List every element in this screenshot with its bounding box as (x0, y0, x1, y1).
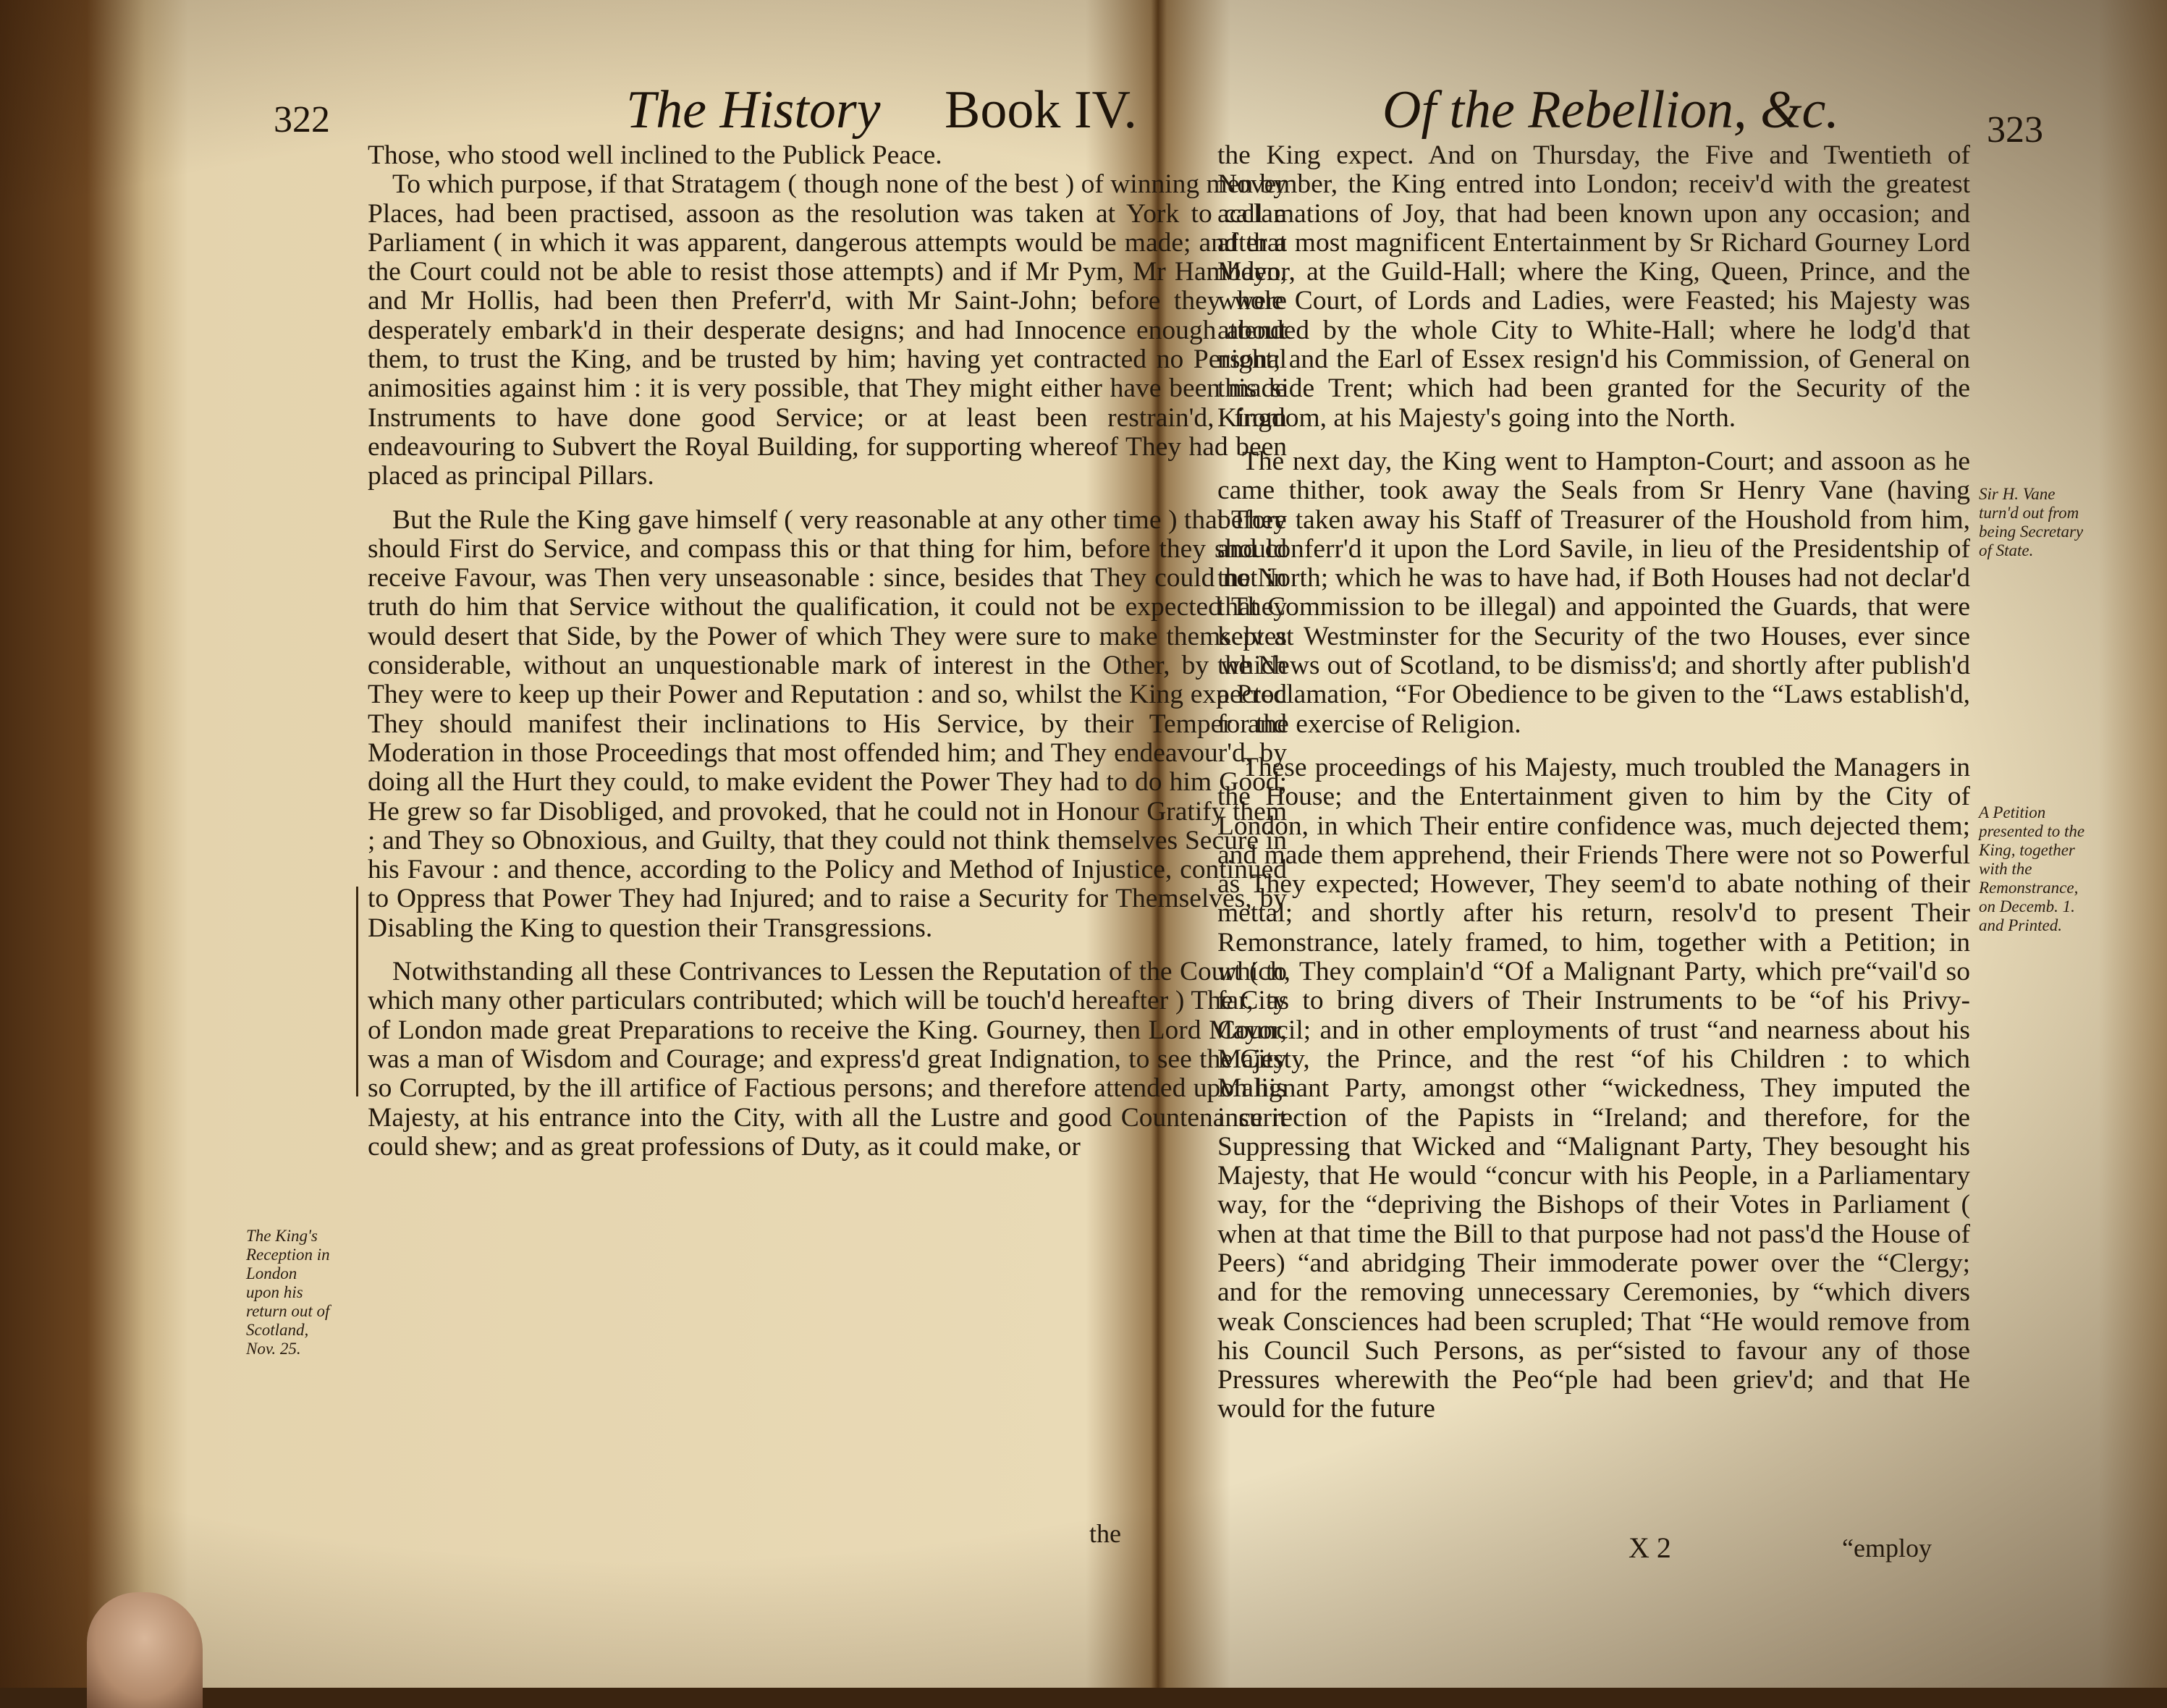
catchword: the (1089, 1519, 1121, 1548)
margin-note-vane: Sir H. Vane turn'd out from being Secretary of State. (1979, 485, 2084, 559)
page-number: 323 (1987, 109, 2043, 151)
paragraph: But the Rule the King gave himself ( very reasonable at any other time ) that They should First do Service, and compass this or that thing for him, before they should receive Favour, was Then very unseasonable : since, besides that They could not in truth do him that Service without the qualification, it could not be expected They would desert that Side, by the Power of which They were sure to make themselves considerable, without an unquestionable mark of interest in the Other, by which They were to keep up their Power and Reputation : and so, whilst the King expected They should manifest their inclinations to His Service, by their Temper and Moderation in those Proceedings that most offended him; and They endeavour'd, by doing all the Hurt they could, to make evident the Power They had to do him Good; He grew so far Disobliged, and provoked, that he could not in Honour Gratify them ; and They so Obnoxious, and Guilty, that they could not think themselves Secure in his Favour : and thence, according to the Policy and Method of Injustice, continued to Oppress that Power They had Injured; and to raise a Security for Themselves, by Disabling the King to question their Transgressions. (368, 504, 1287, 943)
paragraph: Notwithstanding all these Contrivances to Lessen the Reputation of the Court ( to which many other particulars contributed; which will be touch'd hereafter ) The City of London made great Preparations to receive the King. Gourney, then Lord Mayor, was a man of Wisdom and Courage; and express'd great Indignation, to see the City so Corrupted, by the ill artifice of Factious persons; and therefore attended upon his Majesty, at his entrance into the City, with all the Lustre and good Countenance it could shew; and as great professions of Duty, as it could make, or (368, 957, 1287, 1162)
paragraph: Those, who stood well inclined to the Publick Peace. (368, 140, 942, 170)
book-label: Book IV. (945, 80, 1137, 140)
running-title: Of the Rebellion, &c. (1382, 80, 1839, 140)
left-page (145, 0, 1287, 1688)
left-body-text (368, 141, 1287, 1162)
paragraph: To which purpose, if that Stratagem ( though none of the best ) of winning men by Places, had been practised, assoon as the resolution was taken at York to call a Parliament ( in which it was apparent, dangerous attempts would be made; and that the Court could not be able to resist those attempts) and if Mr Pym, Mr Hambden, and Mr Hollis, had been then Preferr'd, with Mr Saint-John; before they were desperately embark'd in their desperate designs; and had Innocence enough about them, to trust the King, and be trusted by him; having yet contracted no Personal animosities against him : it is very possible, that They might either have been made Instruments to have done good Service; or at least been restrain'd, from endeavouring to Subvert the Royal Building, for supporting whereof They had been placed as principal Pillars. (368, 169, 1287, 491)
paragraph: These proceedings of his Majesty, much troubled the Managers in the House; and the Entertainment given to him by the City of London, in which Their entire confidence was, much dejected them; and made them apprehend, their Friends There were not so Powerful as They expected; However, They seem'd to abate nothing of their mettal; and shortly after his return, resolv'd to present Their Remonstrance, lately framed, to him, together with a Petition; in which, They complain'd “Of a Malignant Party, which pre“vail'd so far, as to bring divers of Their Instruments to be “of his Privy-Council; and in other employments of trust “and nearness about his Majesty, the Prince, and the rest “of his Children : to which Malignant Party, amongst other “wickedness, They imputed the insurrection of the Papists in “Ireland; and therefore, for the Suppressing that Wicked and “Malignant Party, They besought his Majesty, that He would “concur with his People, in a Parliamentary way, for the “depriving the Bishops of their Votes in Parliament ( when at that time the Bill to that purpose had not pass'd the House of Peers) “and abridging Their immoderate power over the “Clergy; and for the removing unnecessary Ceremonies, by “which divers weak Consciences had been scrupled; That “He would remove from his Council Such Persons, as per“sisted to favour any of those Pressures wherewith the Peo“ple had been griev'd; and that He would for the future (1217, 752, 1970, 1424)
catchword: “employ (1842, 1534, 1932, 1563)
paragraph: the King expect. And on Thursday, the Five and Twentieth of November, the King entred into London; receiv'd with the greatest acclamations of Joy, that had been known upon any occasion; and after a most magnificent Entertainment by Sr Richard Gourney Lord Mayor, at the Guild-Hall; where the King, Queen, Prince, and the whole Court, of Lords and Ladies, were Feasted; his Majesty was attended by the whole City to White-Hall; where he lodg'd that night; and the Earl of Essex resign'd his Commission, of General on this side Trent; which had been granted for the Security of the Kingdom, at his Majesty's going into the North. (1217, 140, 1970, 433)
margin-note-petition: A Petition presented to the King, together with the Remonstrance, on Decemb. 1. and Printed. (1979, 803, 2085, 934)
thumb-holding-page (87, 1592, 203, 1708)
signature-mark: X 2 (1629, 1531, 1671, 1564)
right-page (1165, 0, 2167, 1688)
margin-note-kings-reception: The King's Reception in London upon his return out of Scotland, Nov. 25. (246, 1227, 330, 1358)
margin-bracket (356, 887, 358, 1096)
running-title: The History (626, 80, 881, 140)
paragraph: The next day, the King went to Hampton-Court; and assoon as he came thither, took away the Seals from Sr Henry Vane (having before taken away his Staff of Treasurer of the Houshold from him, and conferr'd it upon the Lord Savile, in lieu of the Presidentship of the North; which he was to have had, if Both Houses had not declar'd that Commission to be illegal) and appointed the Guards, that were kept at Westminster for the Security of the two Houses, ever since the News out of Scotland, to be dismiss'd; and shortly after publish'd a Proclamation, “For Obedience to be given to the “Laws establish'd, for the exercise of Religion. (1217, 446, 1970, 739)
right-body-text (1217, 141, 1970, 1424)
page-number: 322 (274, 99, 330, 140)
